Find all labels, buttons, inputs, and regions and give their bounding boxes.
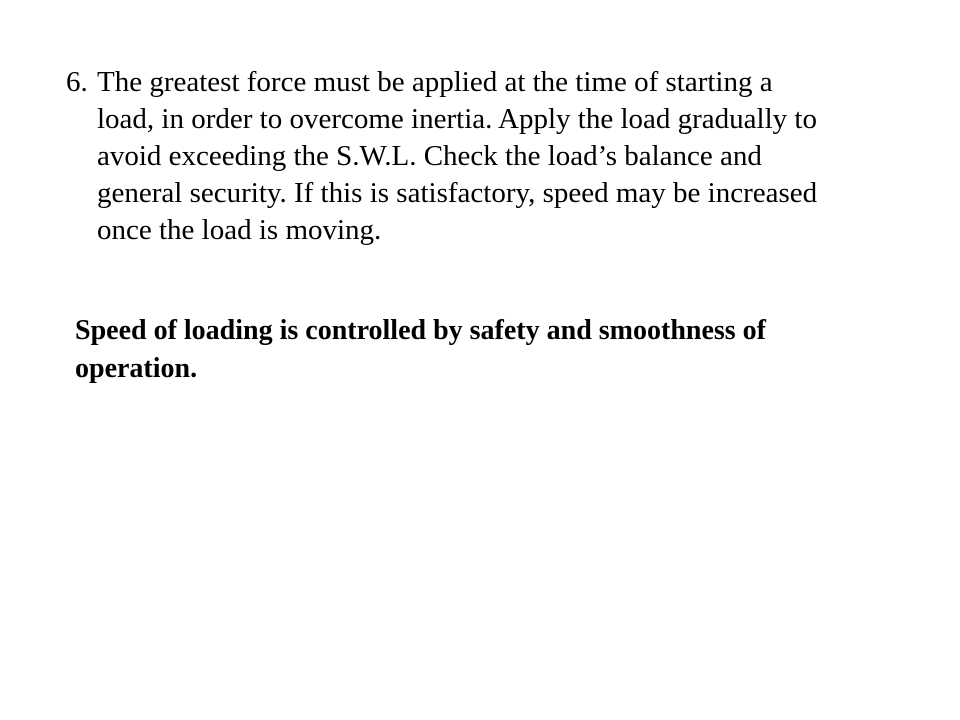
summary-line: Speed of loading is controlled by safety and smoothness of <box>75 315 767 346</box>
point-text <box>97 64 906 249</box>
summary-line: operation. <box>75 353 198 384</box>
point-line: once the load is moving. <box>97 214 382 246</box>
point-number: 6. <box>66 66 88 98</box>
summary-statement <box>75 312 895 388</box>
point-line: general security. If this is satisfactory, speed may be increased <box>97 177 818 209</box>
point-line: load, in order to overcome inertia. Apply the load gradually to <box>97 103 817 135</box>
point-line: avoid exceeding the S.W.L. Check the load’s balance and <box>97 140 762 172</box>
point-line: The greatest force must be applied at the time of starting a <box>97 66 773 98</box>
numbered-point-6 <box>66 64 906 249</box>
